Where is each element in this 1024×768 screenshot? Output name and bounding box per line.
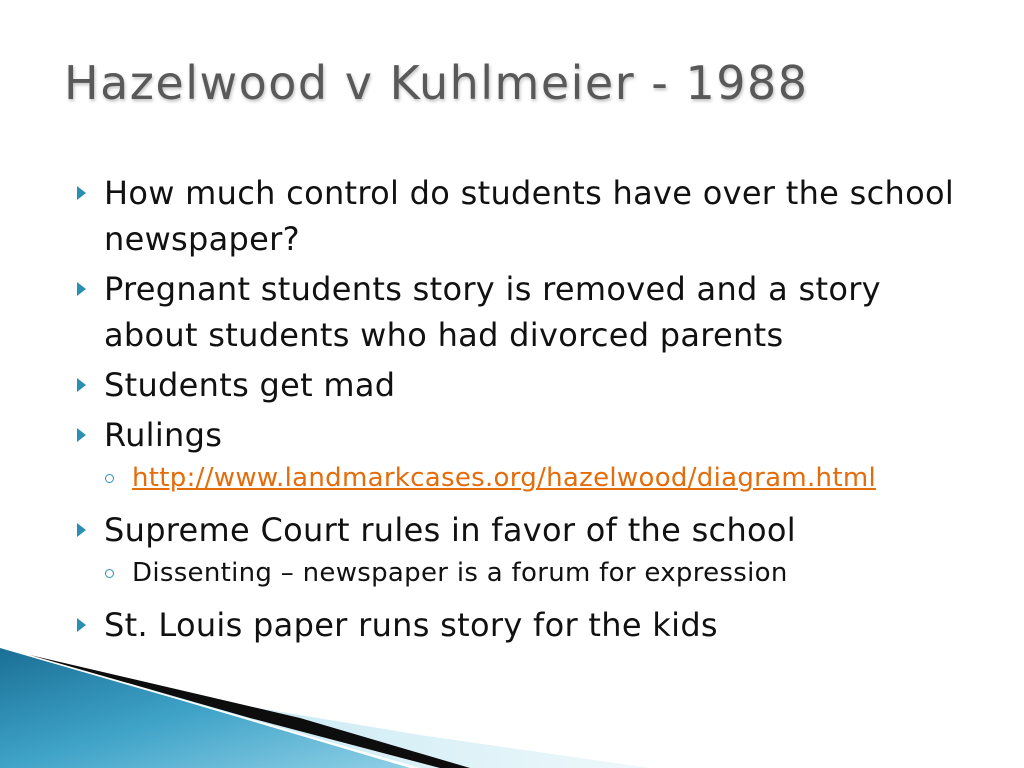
triangle-bullet-icon: [77, 428, 86, 442]
blue-swoosh-shape: [0, 648, 410, 768]
bullet-text: Students get mad: [104, 366, 396, 404]
bullet-item: [74, 170, 954, 262]
triangle-bullet-icon: [77, 186, 86, 200]
bullet-text: Pregnant students story is removed and a story about students who had divorced parents: [104, 270, 881, 354]
triangle-bullet-icon: [77, 523, 86, 537]
triangle-bullet-icon: [77, 282, 86, 296]
slide-title: Hazelwood v Kuhlmeier - 1988: [64, 56, 809, 110]
bullet-item: [74, 602, 954, 648]
bullet-list: [74, 170, 954, 652]
sub-bullet-text: Dissenting – newspaper is a forum for expression: [132, 558, 788, 588]
landmark-cases-link[interactable]: http://www.landmarkcases.org/hazelwood/diagram.html: [132, 463, 876, 493]
bullet-text: Supreme Court rules in favor of the school: [104, 511, 796, 549]
triangle-bullet-icon: [77, 378, 86, 392]
bullet-item: [74, 362, 954, 408]
circle-bullet-icon: [105, 569, 114, 578]
bullet-item: [74, 266, 954, 358]
circle-bullet-icon: [105, 474, 114, 483]
bullet-text: Rulings: [104, 416, 223, 454]
bullet-text: How much control do students have over the school newspaper?: [104, 174, 955, 258]
bullet-text: St. Louis paper runs story for the kids: [104, 606, 718, 644]
triangle-bullet-icon: [77, 618, 86, 632]
sub-bullet-item: [74, 460, 954, 497]
sub-bullet-item: [74, 555, 954, 592]
bullet-item: [74, 412, 954, 458]
bullet-item: [74, 507, 954, 553]
